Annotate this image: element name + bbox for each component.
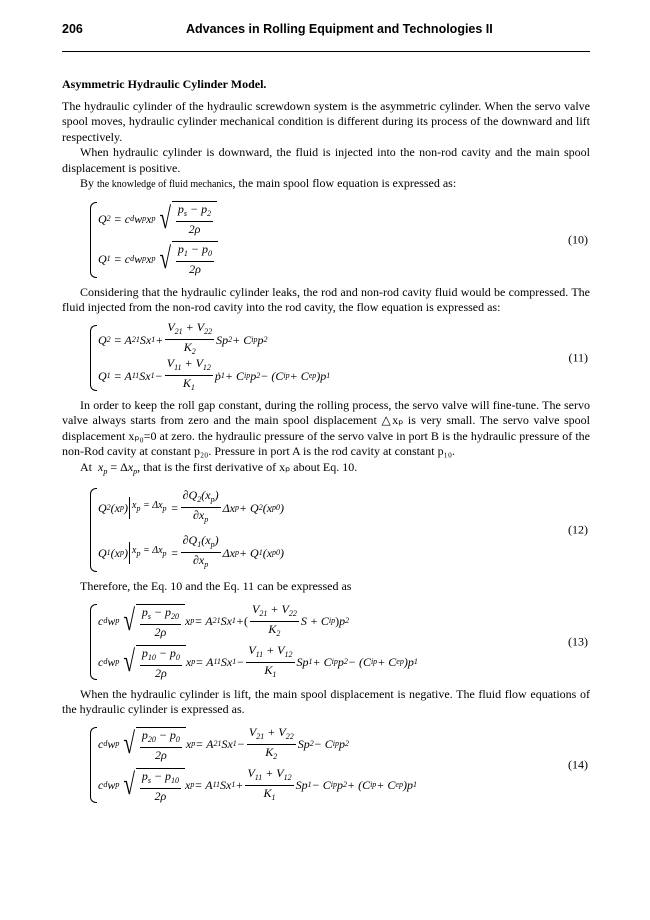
paragraph-5: In order to keep the roll gap constant, during the rolling process, the servo valve will fine-tune. The servo valve always starts from zero and the main spool displacement △xₚ is very small. The servo valve spool displacement xₚ₀=0 at zero. the hydraulic pressure of the servo valve in port B is the hydraulic pressure of the non-Rod cavity at constant p₂₀. Pressure in port A is the rod cavity at constant p₁₀. — [62, 397, 590, 458]
paragraph-2: When hydraulic cylinder is downward, the fluid is injected into the non-rod cavity and the main spool displacement is positive. — [62, 145, 590, 175]
equation-14: c d w p √ $\frac{p_{20} - p_0}{2\rho}$ x p = A 21 Sx 1 − $V_{21} + V_{22}$ $K_2$ Sp 2 − C ip p 2 c d w p √ $\frac{p_s - p_{10}}{2\rho}$ x p = A 11 Sx 1 + $V_{11} + V_{12}$ $K_1$ Sp 1 − C ip p 2 + (C ip + C ep )p 1 (14) — [62, 724, 590, 806]
section-title: Asymmetric Hydraulic Cylinder Model. — [62, 77, 267, 91]
equation-11: Q 2 = A 21 Sx 1 + $V_{21} + V_{22}$ $K_2$ Sp 2 + C ip p 2 Q 1 = A 11 Sx 1 − $V_{11} + V_{12}$ $K_1$ ṗ 1 + C ip p 2 − (C ip + C ep )p 1 (11) — [62, 322, 590, 394]
paragraph-6: At $x_p = \Delta x_p$, that is the first derivative of xₚ about Eq. 10. — [80, 459, 358, 476]
equation-number-13: (13) — [568, 633, 588, 648]
equation-10: Q 2 = c d w p x p √ $\frac{p_s - p_2}{2\rho}$ Q 1 = c d w p x p √ $\frac{p_1 - p_0}{2\rho}$ (10) — [62, 199, 590, 281]
equation-number-12: (12) — [568, 522, 588, 537]
paragraph-7: Therefore, the Eq. 10 and the Eq. 11 can be expressed as — [80, 579, 352, 593]
paragraph-1: The hydraulic cylinder of the hydraulic screwdown system is the asymmetric cylinder. When the servo valve spool moves, hydraulic cylinder mechanical condition is different during its process of the downward and lift respectively. — [62, 98, 590, 144]
paragraph-8: When the hydraulic cylinder is lift, the main spool displacement is negative. The fluid flow equations of the hydraulic cylinder is expressed as. — [62, 686, 590, 716]
equation-number-14: (14) — [568, 756, 588, 771]
running-title: Advances in Rolling Equipment and Technologies II — [186, 22, 493, 36]
page-number: 206 — [62, 22, 83, 36]
equation-number-10: (10) — [568, 231, 588, 246]
page-header — [62, 22, 590, 40]
paper-body — [62, 77, 590, 810]
equation-13: c d w p √ $\frac{p_s - p_{20}}{2\rho}$ x p = A 21 Sx 1 + ( $V_{21} + V_{22}$ $K_2$ S + C ip ) p 2 c d w p √ $\frac{p_{10} - p_0}{2\rho}$ x p = A 11 Sx 1 − $V_{11} + V_{12}$ $K_1$ Sp 1 + C ip p 2 − (C ip + C ep )p 1 (13) — [62, 601, 590, 683]
paragraph-4: Considering that the hydraulic cylinder leaks, the rod and non-rod cavity fluid would be compressed. The fluid injected from the non-rod cavity into the rod cavity, the flow equation is expressed as: — [62, 284, 590, 314]
equation-number-11: (11) — [568, 349, 588, 364]
equation-12: Q 2 (x p ) $x_p = \Delta x_p$ = $\partial Q_2(x_p)$ $\partial x_p$ Δx p + Q 2 (x p0 ) Q 1 (x p ) $x_p = \Delta x_p$ = $\partial Q_1(x_p)$ $\partial x_p$ Δx p + Q 1 (x p0 ) (12) — [62, 485, 590, 575]
paragraph-3: By the knowledge of fluid mechanics, the main spool flow equation is expressed as: — [80, 176, 457, 190]
header-rule — [62, 51, 590, 52]
